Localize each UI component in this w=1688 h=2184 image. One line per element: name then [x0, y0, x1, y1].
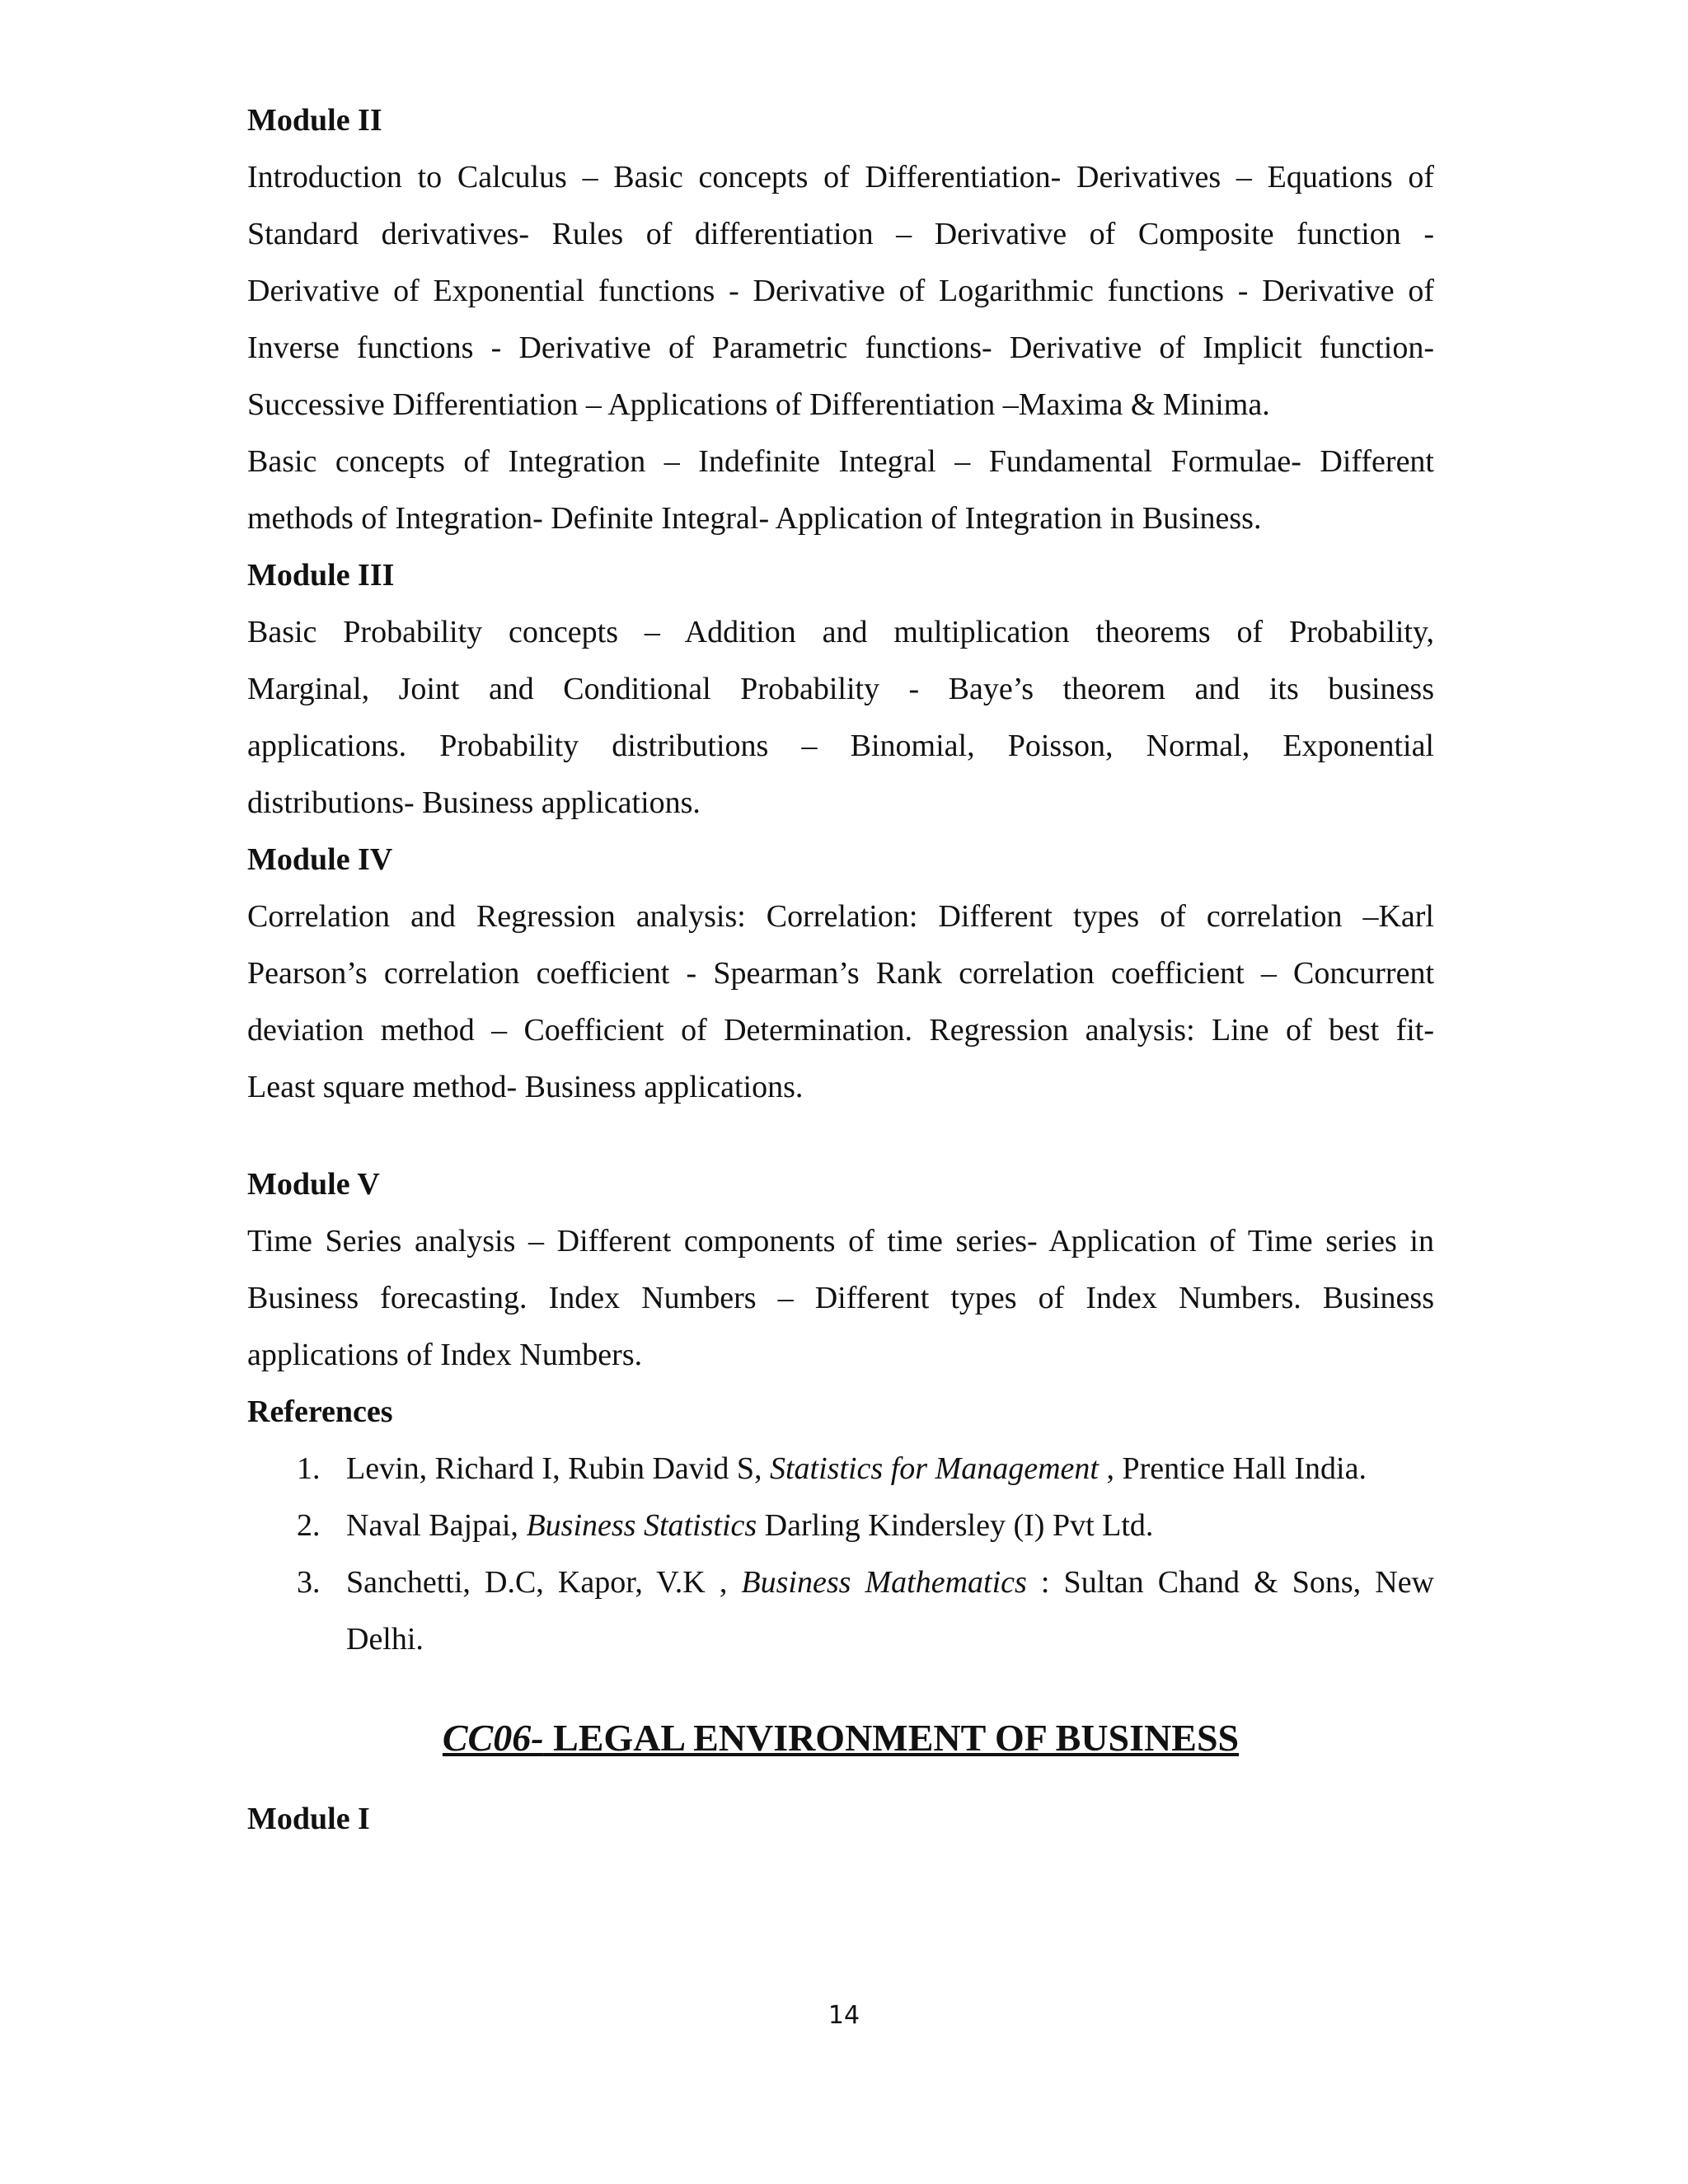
reference-number: 3. [297, 1565, 321, 1600]
reference-publisher: , Prentice Hall India. [1098, 1451, 1367, 1486]
references-list [247, 1441, 1434, 1668]
reference-number: 2. [297, 1508, 321, 1543]
course-name: LEGAL ENVIRONMENT OF BUSINESS [543, 1717, 1240, 1759]
module-4-line: deviation method – Coefficient of Determination. Regression analysis: Line of best fit- [247, 1013, 1434, 1047]
reference-authors: Levin, Richard I, Rubin David S, [346, 1451, 770, 1486]
module-3-line: applications. Probability distributions – Binomial, Poisson, Normal, Exponential [247, 729, 1434, 763]
reference-item [247, 1441, 1434, 1497]
module-2-body [247, 149, 1434, 547]
module-2-line: Inverse functions - Derivative of Parametric functions- Derivative of Implicit function- [247, 330, 1434, 365]
module-4-line: Least square method- Business applications. [247, 1070, 804, 1104]
module-1-heading: Module I [247, 1802, 370, 1836]
module-3-line: Basic Probability concepts – Addition and multiplication theorems of Probability, [247, 615, 1434, 649]
reference-number: 1. [297, 1451, 321, 1486]
reference-text [346, 1441, 1434, 1497]
reference-text-continuation: Delhi. [346, 1622, 424, 1657]
module-2-line: Introduction to Calculus – Basic concepts of Differentiation- Derivatives – Equations of [247, 160, 1434, 194]
course-code: CC06- [442, 1717, 544, 1759]
paragraph-spacer [247, 1116, 1434, 1156]
module-5-line: applications of Index Numbers. [247, 1338, 643, 1372]
module-4-line: Correlation and Regression analysis: Correlation: Different types of correlation –Karl [247, 899, 1434, 934]
reference-text [346, 1554, 1434, 1611]
reference-book-title: Statistics for Management [769, 1451, 1099, 1486]
references-heading: References [247, 1394, 393, 1429]
module-5-line: Business forecasting. Index Numbers – Different types of Index Numbers. Business [247, 1281, 1434, 1315]
module-4-heading: Module IV [247, 842, 393, 877]
module-3-line: distributions- Business applications. [247, 785, 701, 820]
reference-authors: Naval Bajpai, [346, 1508, 527, 1543]
module-2-line: Basic concepts of Integration – Indefinite Integral – Fundamental Formulae- Different [247, 444, 1434, 479]
reference-authors: Sanchetti, D.C, Kapor, V.K , [346, 1565, 742, 1600]
reference-book-title: Business Mathematics [741, 1565, 1027, 1600]
module-3-heading: Module III [247, 558, 395, 593]
module-5-line: Time Series analysis – Different components of time series- Application of Time series in [247, 1224, 1434, 1258]
module-2-heading: Module II [247, 103, 382, 138]
module-4-line: Pearson’s correlation coefficient - Spearman’s Rank correlation coefficient – Concurrent [247, 956, 1434, 991]
module-2-line: Standard derivatives- Rules of differentiation – Derivative of Composite function - [247, 217, 1434, 251]
reference-book-title: Business Statistics [526, 1508, 757, 1543]
module-4-body [247, 888, 1434, 1116]
module-2-line: methods of Integration- Definite Integral- Application of Integration in Business. [247, 501, 1262, 536]
module-2-line: Successive Differentiation – Applications of Differentiation –Maxima & Minima. [247, 387, 1270, 422]
page-content [247, 92, 1434, 1848]
course-title-text [443, 1717, 1239, 1759]
reference-item [247, 1497, 1434, 1554]
reference-item [247, 1554, 1434, 1668]
page-number: 14 [828, 2001, 860, 2030]
module-5-heading: Module V [247, 1167, 380, 1202]
module-2-line: Derivative of Exponential functions - Derivative of Logarithmic functions - Derivative of [247, 274, 1434, 308]
module-3-line: Marginal, Joint and Conditional Probability - Baye’s theorem and its business [247, 672, 1434, 706]
module-3-body [247, 604, 1434, 832]
reference-text [346, 1497, 1434, 1554]
course-title [247, 1709, 1434, 1766]
reference-publisher: : Sultan Chand & Sons, New [1026, 1565, 1434, 1600]
module-5-body [247, 1213, 1434, 1384]
reference-publisher: Darling Kindersley (I) Pvt Ltd. [757, 1508, 1154, 1543]
